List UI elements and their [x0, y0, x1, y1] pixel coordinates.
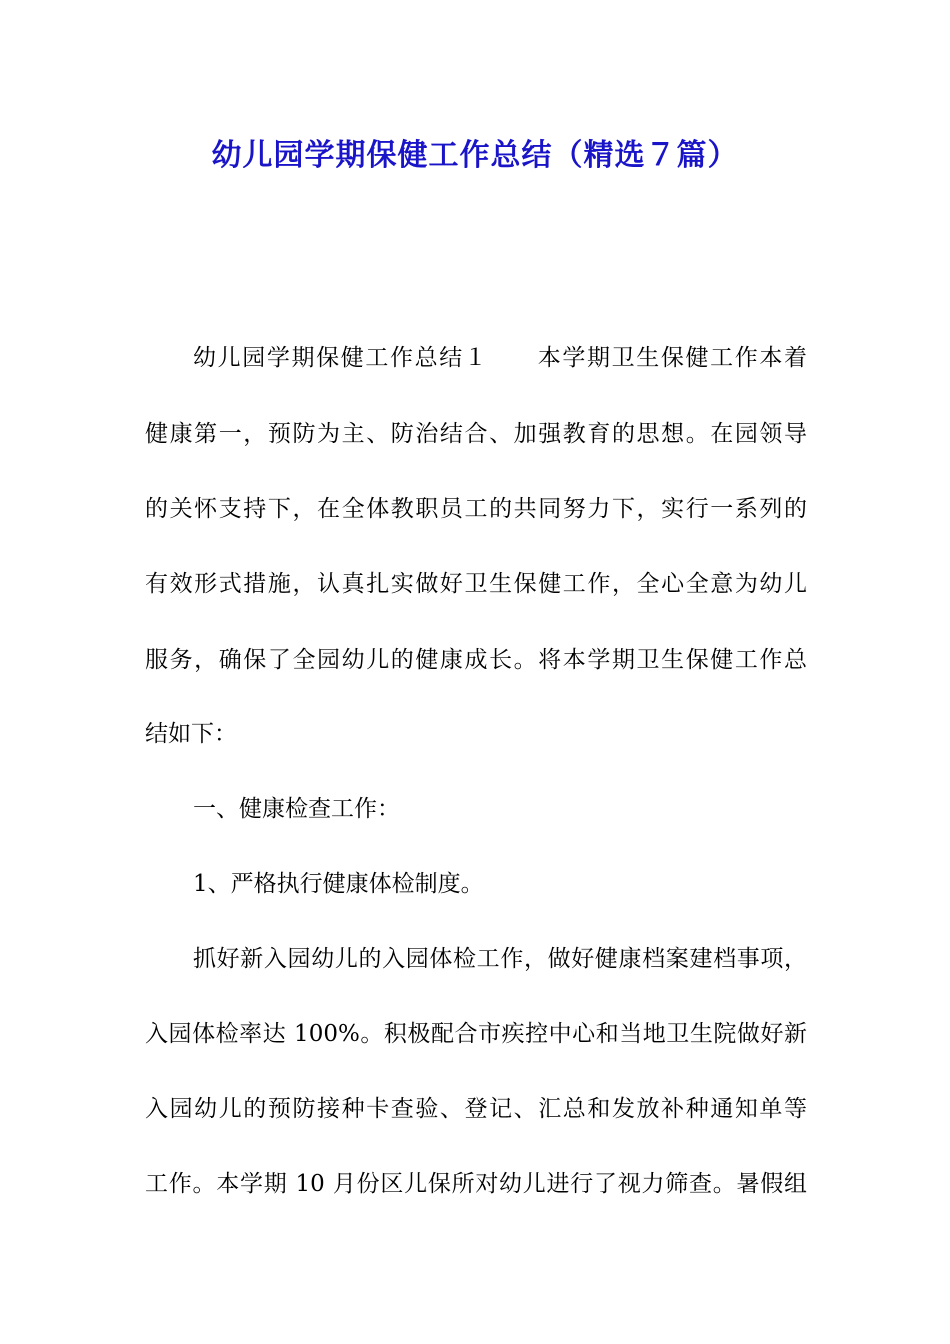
subsection-heading: 1、严格执行健康体检制度。: [193, 871, 484, 897]
paragraph-line: 有效形式措施，认真扎实做好卫生保健工作，全心全意为幼儿: [145, 571, 807, 597]
paragraph-line: 结如下：: [145, 721, 237, 747]
paragraph-line: 健康第一，预防为主、防治结合、加强教育的思想。在园领导: [145, 421, 807, 447]
paragraph-line: 服务，确保了全园幼儿的健康成长。将本学期卫生保健工作总: [145, 647, 807, 673]
paragraph-line: 幼儿园学期保健工作总结１ 本学期卫生保健工作本着: [193, 345, 807, 371]
paragraph-line: 入园体检率达 100%。积极配合市疾控中心和当地卫生院做好新: [145, 1021, 807, 1047]
paragraph-line: 工作。本学期 10 月份区儿保所对幼儿进行了视力筛查。暑假组: [145, 1171, 807, 1197]
paragraph-line: 抓好新入园幼儿的入园体检工作，做好健康档案建档事项，: [193, 946, 807, 972]
paragraph-line: 入园幼儿的预防接种卡查验、登记、汇总和发放补种通知单等: [145, 1096, 807, 1122]
paragraph-line: 的关怀支持下，在全体教职员工的共同努力下，实行一系列的: [145, 496, 807, 522]
section-heading: 一、健康检查工作：: [193, 796, 400, 822]
document-title: 幼儿园学期保健工作总结（精选７篇）: [211, 138, 739, 173]
